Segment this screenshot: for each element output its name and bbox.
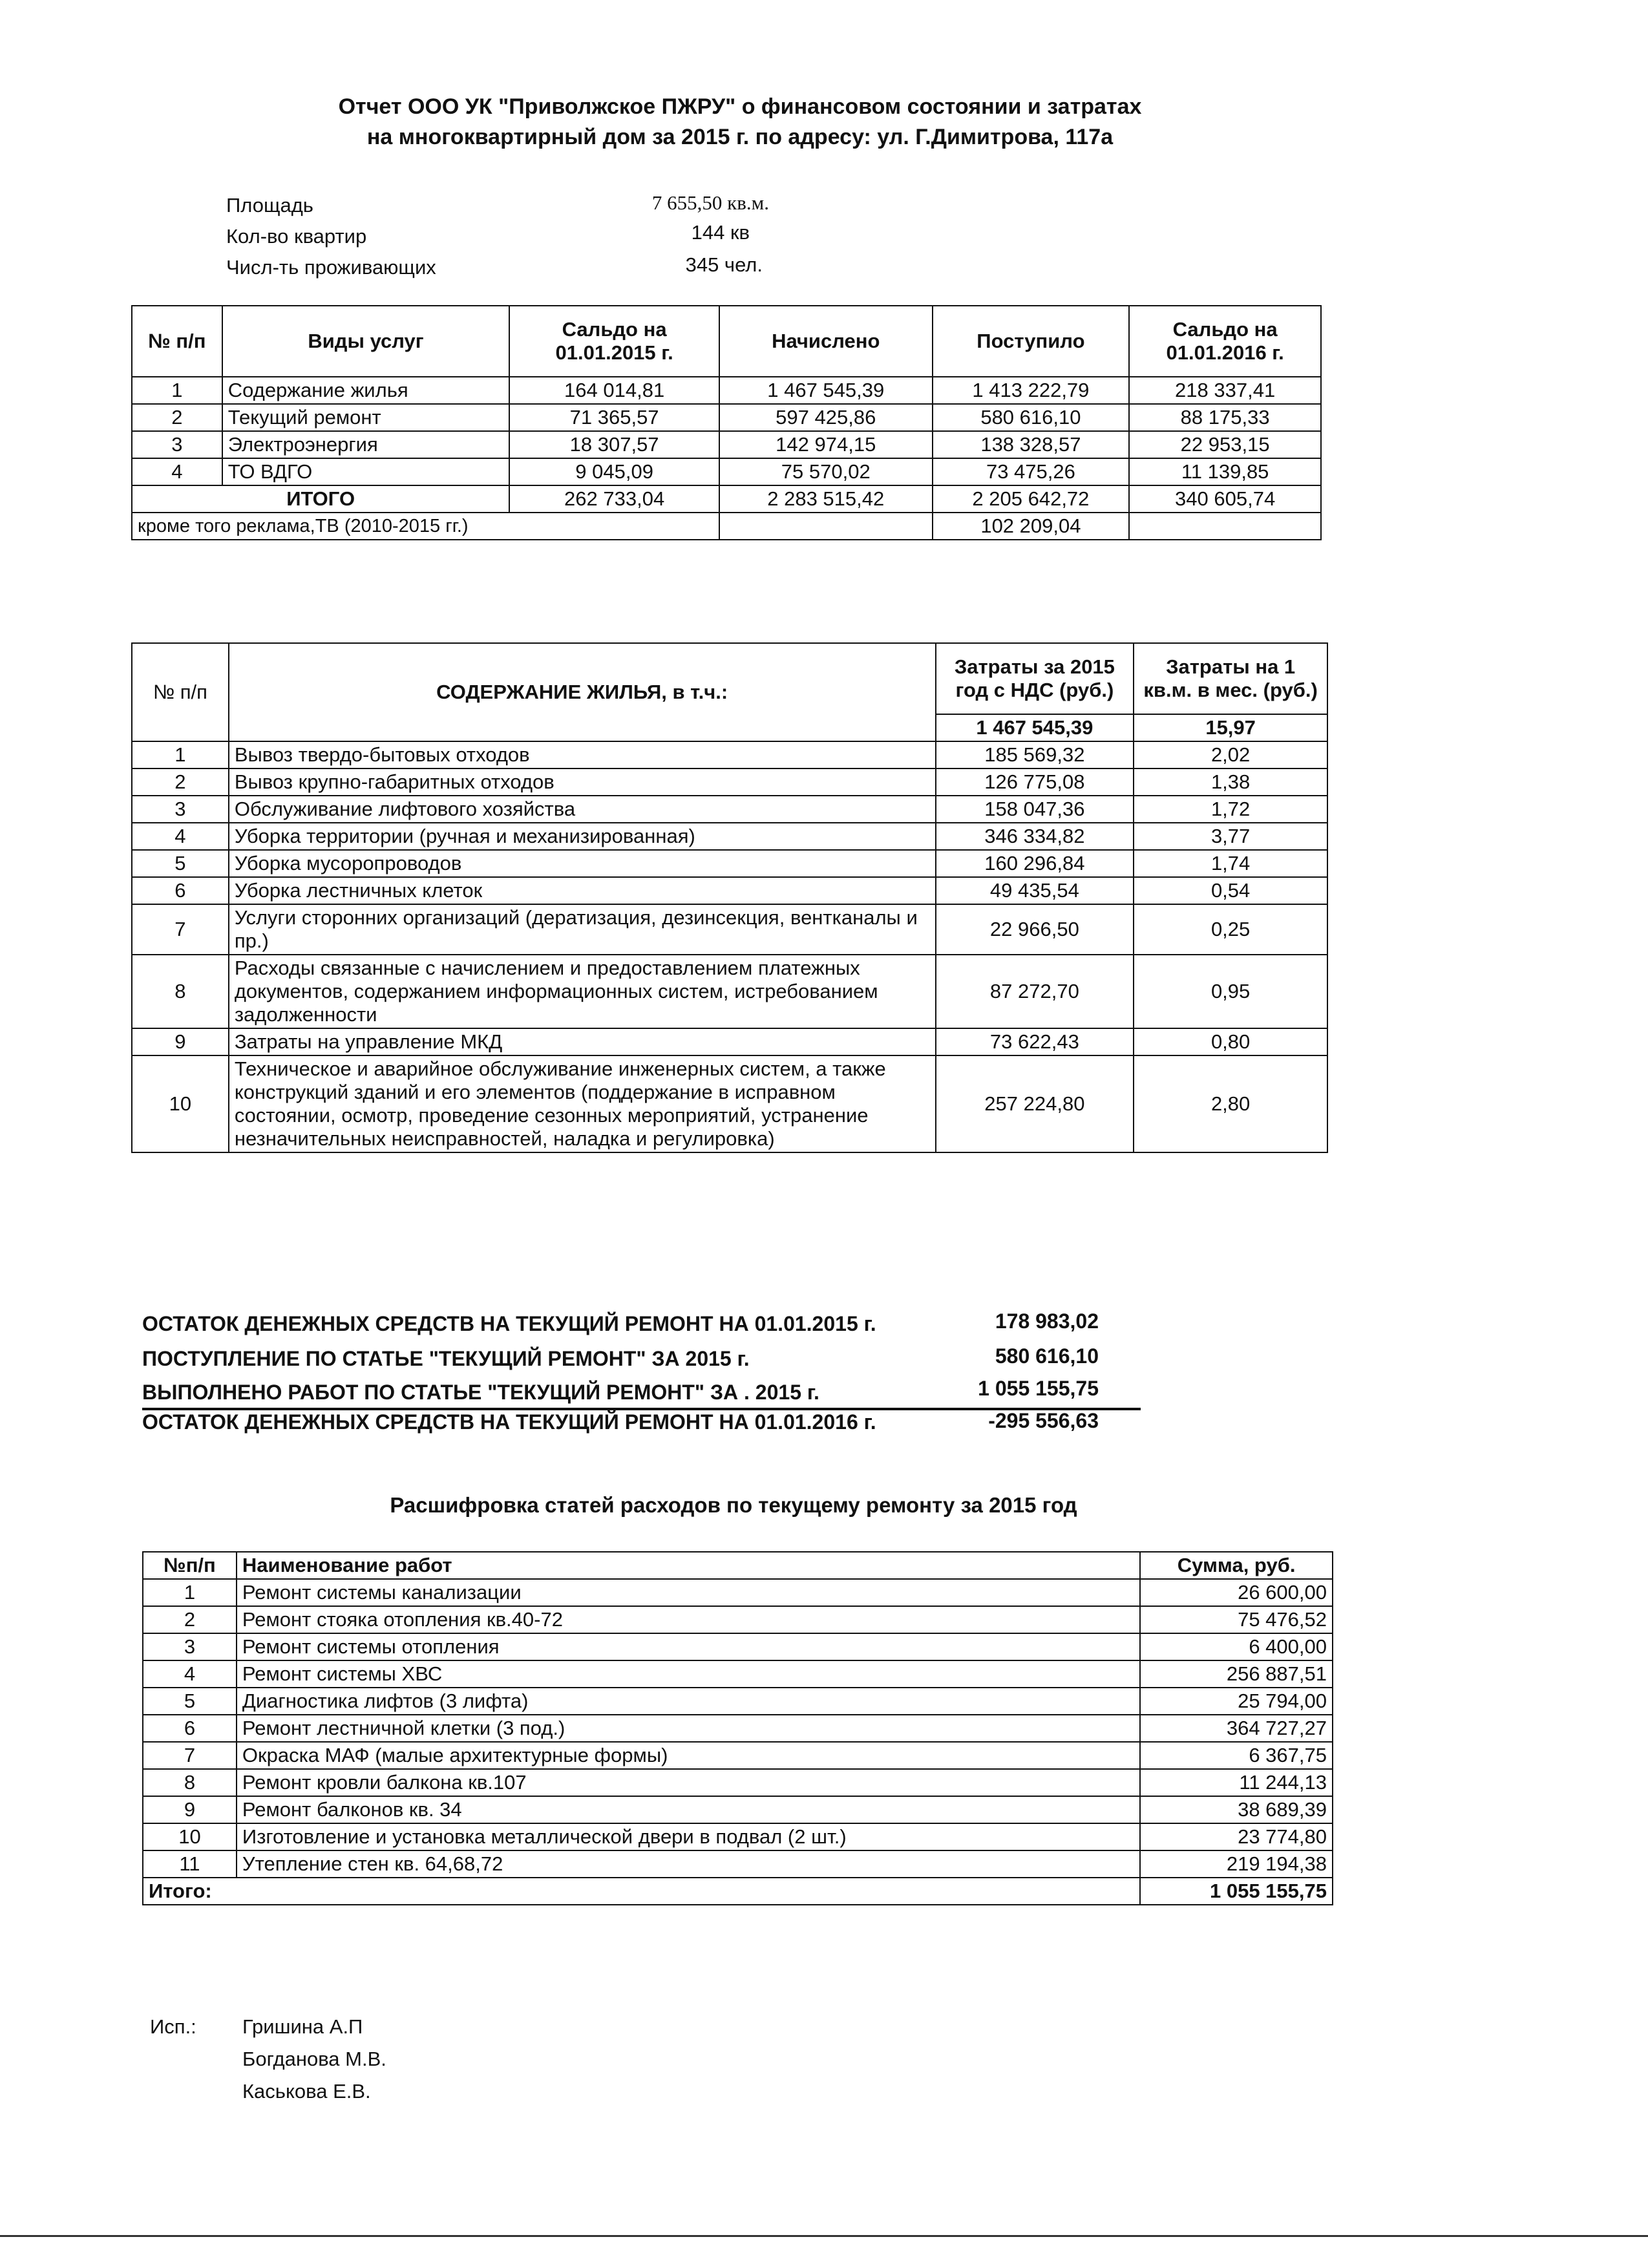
row-num: 9 bbox=[132, 1028, 229, 1055]
report-title-line-1: Отчет ООО УК "Приволжское ПЖРУ" о финансовом состоянии и затратах bbox=[338, 94, 1142, 119]
row-received: 138 328,57 bbox=[933, 431, 1130, 458]
row-sum: 26 600,00 bbox=[1140, 1579, 1333, 1606]
repair-balance-start-value: 178 983,02 bbox=[995, 1309, 1099, 1333]
empty-cell bbox=[719, 513, 933, 540]
row-work: Диагностика лифтов (3 лифта) bbox=[237, 1688, 1140, 1715]
table-row bbox=[143, 1715, 1333, 1742]
repairs-total-label: Итого: bbox=[143, 1878, 1140, 1905]
row-received: 1 413 222,79 bbox=[933, 377, 1130, 404]
empty-cell bbox=[1129, 513, 1321, 540]
executor-name: Гришина А.П bbox=[242, 2015, 363, 2038]
row-work: Ремонт системы ХВС bbox=[237, 1660, 1140, 1688]
residents-label: Числ-ть проживающих bbox=[226, 256, 436, 279]
row-item: Уборка лестничных клеток bbox=[229, 877, 936, 904]
row-num: 1 bbox=[132, 377, 222, 404]
row-service: Содержание жилья bbox=[222, 377, 510, 404]
row-cost: 87 272,70 bbox=[936, 955, 1134, 1028]
row-item: Техническое и аварийное обслуживание инженерных систем, а также конструкций зданий и его элементов (поддержание в исправном состоянии, осмотр, проведение сезонных мероприятий, устранение незначительных неисправностей, наладка и регулировка) bbox=[229, 1055, 936, 1152]
row-balance-start: 164 014,81 bbox=[509, 377, 719, 404]
row-item: Уборка территории (ручная и механизированная) bbox=[229, 823, 936, 850]
row-num: 8 bbox=[143, 1769, 237, 1796]
table-row bbox=[132, 741, 1327, 768]
repair-balance-end-label: ОСТАТОК ДЕНЕЖНЫХ СРЕДСТВ НА ТЕКУЩИЙ РЕМОНТ НА 01.01.2016 г. bbox=[142, 1410, 876, 1434]
services-total-charged: 2 283 515,42 bbox=[719, 485, 933, 513]
row-sum: 23 774,80 bbox=[1140, 1823, 1333, 1850]
row-cost: 73 622,43 bbox=[936, 1028, 1134, 1055]
row-per-sqm: 1,38 bbox=[1134, 768, 1327, 796]
row-balance-end: 11 139,85 bbox=[1129, 458, 1321, 485]
row-per-sqm: 3,77 bbox=[1134, 823, 1327, 850]
table-row bbox=[143, 1660, 1333, 1688]
row-sum: 256 887,51 bbox=[1140, 1660, 1333, 1688]
row-work: Ремонт стояка отопления кв.40-72 bbox=[237, 1606, 1140, 1633]
row-service: Текущий ремонт bbox=[222, 404, 510, 431]
row-per-sqm: 0,25 bbox=[1134, 904, 1327, 955]
repair-income-label: ПОСТУПЛЕНИЕ ПО СТАТЬЕ "ТЕКУЩИЙ РЕМОНТ" ЗА 2015 г. bbox=[142, 1347, 750, 1370]
scan-edge-line bbox=[0, 2235, 1648, 2237]
row-service: Электроэнергия bbox=[222, 431, 510, 458]
row-sum: 38 689,39 bbox=[1140, 1796, 1333, 1823]
table-row bbox=[143, 1742, 1333, 1769]
table-row bbox=[143, 1823, 1333, 1850]
table-row bbox=[143, 1796, 1333, 1823]
table-row bbox=[143, 1850, 1333, 1878]
row-num: 6 bbox=[143, 1715, 237, 1742]
repair-done-value: 1 055 155,75 bbox=[978, 1377, 1099, 1400]
executor-name: Каськова Е.В. bbox=[242, 2080, 371, 2103]
row-num: 9 bbox=[143, 1796, 237, 1823]
repair-done-label: ВЫПОЛНЕНО РАБОТ ПО СТАТЬЕ "ТЕКУЩИЙ РЕМОНТ" ЗА . 2015 г. bbox=[142, 1381, 819, 1404]
services-header-charged: Начислено bbox=[719, 306, 933, 377]
table-row bbox=[132, 377, 1321, 404]
row-work: Изготовление и установка металлической двери в подвал (2 шт.) bbox=[237, 1823, 1140, 1850]
row-work: Ремонт кровли балкона кв.107 bbox=[237, 1769, 1140, 1796]
row-num: 2 bbox=[143, 1606, 237, 1633]
repairs-header-sum: Сумма, руб. bbox=[1140, 1552, 1333, 1579]
row-num: 4 bbox=[132, 458, 222, 485]
row-num: 10 bbox=[143, 1823, 237, 1850]
services-header-balance-end: Сальдо на 01.01.2016 г. bbox=[1129, 306, 1321, 377]
row-item: Затраты на управление МКД bbox=[229, 1028, 936, 1055]
services-total-balance-end: 340 605,74 bbox=[1129, 485, 1321, 513]
row-num: 3 bbox=[143, 1633, 237, 1660]
services-total-received: 2 205 642,72 bbox=[933, 485, 1130, 513]
row-per-sqm: 2,02 bbox=[1134, 741, 1327, 768]
row-item: Расходы связанные с начислением и предоставлением платежных документов, содержанием информационных систем, истребованием задолженности bbox=[229, 955, 936, 1028]
table-row bbox=[132, 955, 1327, 1028]
row-charged: 1 467 545,39 bbox=[719, 377, 933, 404]
row-num: 2 bbox=[132, 404, 222, 431]
table-row bbox=[143, 1579, 1333, 1606]
maint-total-per-sqm: 15,97 bbox=[1134, 714, 1327, 741]
maint-header-cost: Затраты за 2015 год с НДС (руб.) bbox=[936, 643, 1134, 714]
maint-header-title: СОДЕРЖАНИЕ ЖИЛЬЯ, в т.ч.: bbox=[229, 643, 936, 741]
services-header-received: Поступило bbox=[933, 306, 1130, 377]
row-work: Окраска МАФ (малые архитектурные формы) bbox=[237, 1742, 1140, 1769]
row-balance-start: 9 045,09 bbox=[509, 458, 719, 485]
services-extra-value: 102 209,04 bbox=[933, 513, 1130, 540]
row-per-sqm: 1,74 bbox=[1134, 850, 1327, 877]
row-num: 7 bbox=[132, 904, 229, 955]
maint-header-num: № п/п bbox=[132, 643, 229, 741]
area-label: Площадь bbox=[226, 194, 313, 217]
table-row bbox=[132, 850, 1327, 877]
row-balance-start: 71 365,57 bbox=[509, 404, 719, 431]
row-per-sqm: 0,95 bbox=[1134, 955, 1327, 1028]
repairs-caption: Расшифровка статей расходов по текущему ремонту за 2015 год bbox=[390, 1493, 1077, 1517]
services-header-service: Виды услуг bbox=[222, 306, 510, 377]
row-balance-end: 88 175,33 bbox=[1129, 404, 1321, 431]
row-work: Ремонт лестничной клетки (3 под.) bbox=[237, 1715, 1140, 1742]
table-row bbox=[143, 1606, 1333, 1633]
row-num: 8 bbox=[132, 955, 229, 1028]
row-sum: 364 727,27 bbox=[1140, 1715, 1333, 1742]
row-item: Вывоз крупно-габаритных отходов bbox=[229, 768, 936, 796]
row-item: Обслуживание лифтового хозяйства bbox=[229, 796, 936, 823]
row-num: 1 bbox=[132, 741, 229, 768]
row-cost: 49 435,54 bbox=[936, 877, 1134, 904]
row-cost: 22 966,50 bbox=[936, 904, 1134, 955]
row-num: 5 bbox=[143, 1688, 237, 1715]
row-num: 10 bbox=[132, 1055, 229, 1152]
row-cost: 126 775,08 bbox=[936, 768, 1134, 796]
repairs-table bbox=[142, 1551, 1333, 1905]
report-title-line-2: на многоквартирный дом за 2015 г. по адресу: ул. Г.Димитрова, 117а bbox=[366, 125, 1114, 149]
row-cost: 160 296,84 bbox=[936, 850, 1134, 877]
row-cost: 257 224,80 bbox=[936, 1055, 1134, 1152]
row-num: 6 bbox=[132, 877, 229, 904]
table-row bbox=[132, 823, 1327, 850]
row-per-sqm: 0,54 bbox=[1134, 877, 1327, 904]
row-received: 73 475,26 bbox=[933, 458, 1130, 485]
row-num: 3 bbox=[132, 431, 222, 458]
row-received: 580 616,10 bbox=[933, 404, 1130, 431]
row-num: 4 bbox=[132, 823, 229, 850]
table-row bbox=[132, 796, 1327, 823]
maint-header-per-sqm: Затраты на 1 кв.м. в мес. (руб.) bbox=[1134, 643, 1327, 714]
row-sum: 25 794,00 bbox=[1140, 1688, 1333, 1715]
services-total-balance-start: 262 733,04 bbox=[509, 485, 719, 513]
executor-name: Богданова М.В. bbox=[242, 2048, 386, 2070]
repair-balance-end-value: -295 556,63 bbox=[988, 1409, 1099, 1432]
row-sum: 11 244,13 bbox=[1140, 1769, 1333, 1796]
row-cost: 346 334,82 bbox=[936, 823, 1134, 850]
table-row bbox=[132, 1028, 1327, 1055]
repairs-total-value: 1 055 155,75 bbox=[1140, 1878, 1333, 1905]
residents-value: 345 чел. bbox=[685, 253, 763, 276]
row-num: 3 bbox=[132, 796, 229, 823]
services-header-balance-start: Сальдо на 01.01.2015 г. bbox=[509, 306, 719, 377]
row-work: Ремонт системы канализации bbox=[237, 1579, 1140, 1606]
row-sum: 6 400,00 bbox=[1140, 1633, 1333, 1660]
table-row bbox=[143, 1769, 1333, 1796]
table-row bbox=[132, 431, 1321, 458]
executors-label: Исп.: bbox=[150, 2015, 196, 2038]
row-sum: 219 194,38 bbox=[1140, 1850, 1333, 1878]
row-cost: 158 047,36 bbox=[936, 796, 1134, 823]
row-cost: 185 569,32 bbox=[936, 741, 1134, 768]
table-row bbox=[132, 458, 1321, 485]
services-total-label: ИТОГО bbox=[132, 485, 509, 513]
maint-total-cost: 1 467 545,39 bbox=[936, 714, 1134, 741]
row-num: 5 bbox=[132, 850, 229, 877]
row-charged: 142 974,15 bbox=[719, 431, 933, 458]
row-balance-end: 218 337,41 bbox=[1129, 377, 1321, 404]
row-item: Услуги сторонних организаций (дератизация, дезинсекция, вентканалы и пр.) bbox=[229, 904, 936, 955]
apartments-value: 144 кв bbox=[691, 221, 750, 244]
row-charged: 75 570,02 bbox=[719, 458, 933, 485]
apartments-label: Кол-во квартир bbox=[226, 225, 367, 248]
row-num: 7 bbox=[143, 1742, 237, 1769]
repairs-total-row bbox=[143, 1878, 1333, 1905]
area-value: 7 655,50 кв.м. bbox=[651, 191, 769, 214]
row-num: 1 bbox=[143, 1579, 237, 1606]
row-num: 4 bbox=[143, 1660, 237, 1688]
services-extra-label: кроме того реклама,ТВ (2010-2015 гг.) bbox=[132, 513, 719, 540]
row-charged: 597 425,86 bbox=[719, 404, 933, 431]
table-row bbox=[132, 877, 1327, 904]
row-per-sqm: 1,72 bbox=[1134, 796, 1327, 823]
row-num: 2 bbox=[132, 768, 229, 796]
table-row bbox=[143, 1633, 1333, 1660]
row-item: Вывоз твердо-бытовых отходов bbox=[229, 741, 936, 768]
row-per-sqm: 2,80 bbox=[1134, 1055, 1327, 1152]
row-item: Уборка мусоропроводов bbox=[229, 850, 936, 877]
row-sum: 6 367,75 bbox=[1140, 1742, 1333, 1769]
services-total-row bbox=[132, 485, 1321, 513]
row-work: Утепление стен кв. 64,68,72 bbox=[237, 1850, 1140, 1878]
table-row bbox=[132, 768, 1327, 796]
repairs-header-num: №п/п bbox=[143, 1552, 237, 1579]
table-row bbox=[143, 1688, 1333, 1715]
services-extra-row bbox=[132, 513, 1321, 540]
row-sum: 75 476,52 bbox=[1140, 1606, 1333, 1633]
row-work: Ремонт системы отопления bbox=[237, 1633, 1140, 1660]
table-row bbox=[132, 904, 1327, 955]
row-balance-end: 22 953,15 bbox=[1129, 431, 1321, 458]
row-num: 11 bbox=[143, 1850, 237, 1878]
row-service: ТО ВДГО bbox=[222, 458, 510, 485]
row-balance-start: 18 307,57 bbox=[509, 431, 719, 458]
repair-balance-start-label: ОСТАТОК ДЕНЕЖНЫХ СРЕДСТВ НА ТЕКУЩИЙ РЕМОНТ НА 01.01.2015 г. bbox=[142, 1312, 876, 1335]
table-row bbox=[132, 1055, 1327, 1152]
services-table bbox=[131, 305, 1322, 540]
repairs-header-name: Наименование работ bbox=[237, 1552, 1140, 1579]
maintenance-table bbox=[131, 642, 1328, 1153]
repair-income-value: 580 616,10 bbox=[995, 1344, 1099, 1368]
services-header-num: № п/п bbox=[132, 306, 222, 377]
table-row bbox=[132, 404, 1321, 431]
row-work: Ремонт балконов кв. 34 bbox=[237, 1796, 1140, 1823]
row-per-sqm: 0,80 bbox=[1134, 1028, 1327, 1055]
